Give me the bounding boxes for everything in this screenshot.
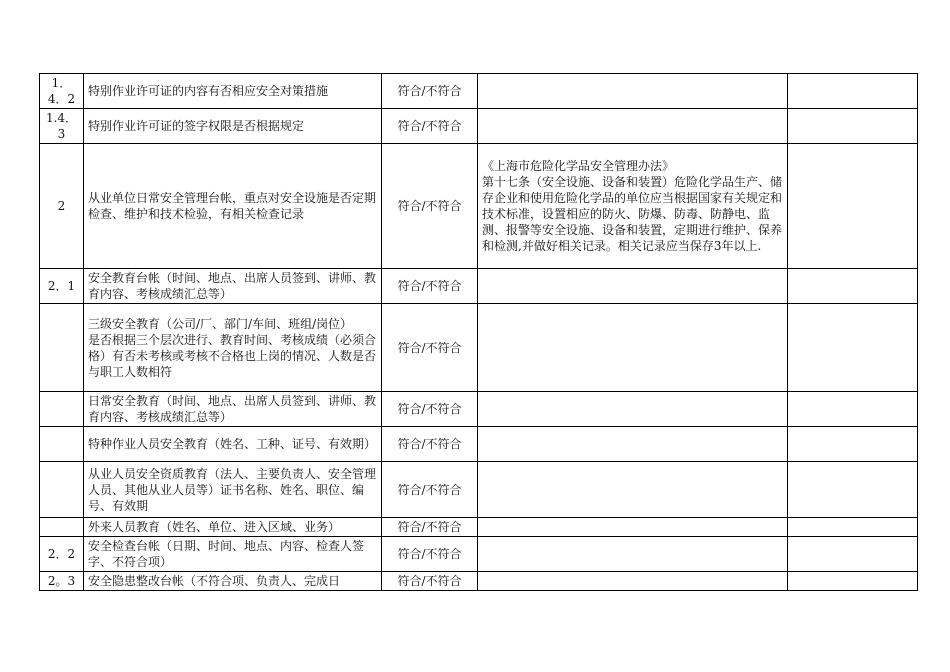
table-body xyxy=(40,74,918,591)
note-cell xyxy=(788,518,918,537)
check-item: 特别作业许可证的内容有否相应安全对策措施 xyxy=(84,74,382,109)
note-cell xyxy=(788,109,918,144)
row-number: 2。3 xyxy=(40,572,84,591)
table-row xyxy=(40,109,918,144)
table-row xyxy=(40,462,918,518)
basis-text xyxy=(478,518,788,537)
basis-text xyxy=(478,427,788,462)
note-cell xyxy=(788,74,918,109)
basis-text xyxy=(478,462,788,518)
check-item: 从业人员安全资质教育（法人、主要负责人、安全管理人员、其他从业人员等）证书名称、姓名、职位、编号、有效期 xyxy=(84,462,382,518)
basis-text xyxy=(478,304,788,392)
result-options: 符合/不符合 xyxy=(382,144,478,269)
result-options: 符合/不符合 xyxy=(382,109,478,144)
check-item: 日常安全教育（时间、地点、出席人员签到、讲师、教育内容、考核成绩汇总等） xyxy=(84,392,382,427)
note-cell xyxy=(788,144,918,269)
note-cell xyxy=(788,304,918,392)
table-row xyxy=(40,304,918,392)
basis-text xyxy=(478,269,788,304)
table-row xyxy=(40,572,918,591)
check-item: 特别作业许可证的签字权限是否根据规定 xyxy=(84,109,382,144)
result-options: 符合/不符合 xyxy=(382,518,478,537)
result-options: 符合/不符合 xyxy=(382,74,478,109)
result-options: 符合/不符合 xyxy=(382,537,478,572)
basis-text xyxy=(478,74,788,109)
basis-text xyxy=(478,392,788,427)
table-row xyxy=(40,427,918,462)
result-options: 符合/不符合 xyxy=(382,572,478,591)
table-row xyxy=(40,74,918,109)
check-item: 安全教育台帐（时间、地点、出席人员签到、讲师、教育内容、考核成绩汇总等） xyxy=(84,269,382,304)
table-row xyxy=(40,269,918,304)
basis-text xyxy=(478,572,788,591)
check-item: 特种作业人员安全教育（姓名、工种、证号、有效期） xyxy=(84,427,382,462)
row-number: 1.4．3 xyxy=(40,109,84,144)
row-number: 2 xyxy=(40,144,84,269)
inspection-table xyxy=(39,73,918,591)
row-number xyxy=(40,304,84,392)
note-cell xyxy=(788,427,918,462)
row-number: 1．4．2 xyxy=(40,74,84,109)
row-number xyxy=(40,427,84,462)
row-number xyxy=(40,462,84,518)
result-options: 符合/不符合 xyxy=(382,269,478,304)
basis-text xyxy=(478,537,788,572)
check-item: 三级安全教育（公司/厂、部门/车间、班组/岗位） 是否根据三个层次进行、教育时间、考核成绩（必须合格）有否未考核或考核不合格也上岗的情况、人数是否与职工人数相符 xyxy=(84,304,382,392)
table-row xyxy=(40,144,918,269)
table-row xyxy=(40,518,918,537)
basis-text xyxy=(478,109,788,144)
row-number xyxy=(40,392,84,427)
check-item: 安全隐患整改台帐（不符合项、负责人、完成日 xyxy=(84,572,382,591)
note-cell xyxy=(788,392,918,427)
basis-text: 《上海市危险化学品安全管理办法》 第十七条（安全设施、设备和装置）危险化学品生产、储存企业和使用危险化学品的单位应当根据国家有关规定和技术标准，设置相应的防火、防爆、防毒、防静电、监测、报警等安全设施、设备和装置，定期进行维护、保养和检测,并做好相关记录。相关记录应当保存3年以上. xyxy=(478,144,788,269)
result-options: 符合/不符合 xyxy=(382,427,478,462)
result-options: 符合/不符合 xyxy=(382,304,478,392)
row-number: 2．2 xyxy=(40,537,84,572)
note-cell xyxy=(788,462,918,518)
result-options: 符合/不符合 xyxy=(382,392,478,427)
note-cell xyxy=(788,572,918,591)
check-item: 从业单位日常安全管理台帐，重点对安全设施是否定期检查、维护和技术检验，有相关检查记录 xyxy=(84,144,382,269)
row-number xyxy=(40,518,84,537)
result-options: 符合/不符合 xyxy=(382,462,478,518)
table-row xyxy=(40,392,918,427)
check-item: 安全检查台帐（日期、时间、地点、内容、检查人签字、不符合项） xyxy=(84,537,382,572)
note-cell xyxy=(788,537,918,572)
note-cell xyxy=(788,269,918,304)
table-row xyxy=(40,537,918,572)
row-number: 2．1 xyxy=(40,269,84,304)
check-item: 外来人员教育（姓名、单位、进入区域、业务） xyxy=(84,518,382,537)
